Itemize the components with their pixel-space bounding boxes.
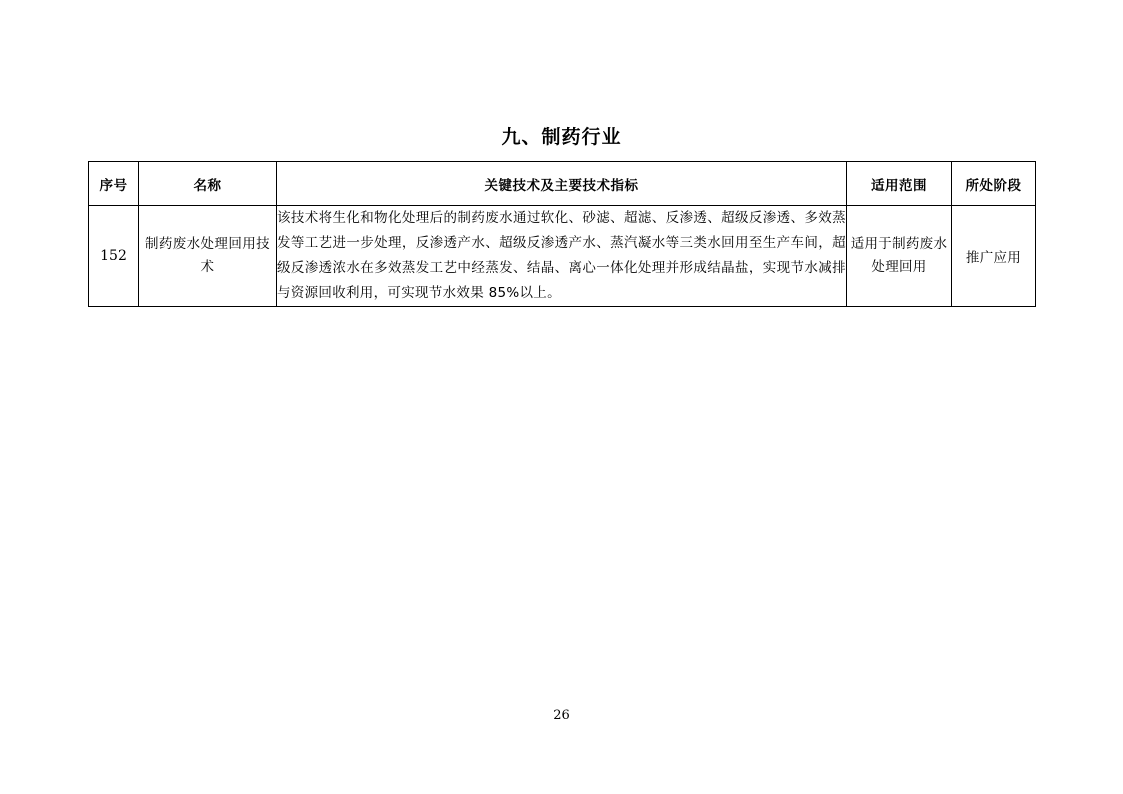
column-header-name: 名称 bbox=[139, 162, 277, 206]
table-row bbox=[89, 206, 1036, 307]
cell-name: 制药废水处理回用技术 bbox=[139, 206, 277, 307]
cell-tech: 该技术将生化和物化处理后的制药废水通过软化、砂滤、超滤、反渗透、超级反渗透、多效蒸发等工艺进一步处理，反渗透产水、超级反渗透产水、蒸汽凝水等三类水回用至生产车间，超级反渗透浓水在多效蒸发工艺中经蒸发、结晶、离心一体化处理并形成结晶盐，实现节水减排与资源回收利用，可实现节水效果 85%以上。 bbox=[277, 206, 847, 307]
column-header-tech: 关键技术及主要技术指标 bbox=[277, 162, 847, 206]
cell-no: 152 bbox=[89, 206, 139, 307]
page-title: 九、制药行业 bbox=[501, 126, 622, 148]
technology-catalog-table bbox=[88, 161, 1036, 307]
column-header-no: 序号 bbox=[89, 162, 139, 206]
page-number: 26 bbox=[553, 708, 570, 723]
cell-scope: 适用于制药废水处理回用 bbox=[847, 206, 952, 307]
table-header-row bbox=[89, 162, 1036, 206]
cell-stage: 推广应用 bbox=[952, 206, 1036, 307]
column-header-stage: 所处阶段 bbox=[952, 162, 1036, 206]
column-header-scope: 适用范围 bbox=[847, 162, 952, 206]
